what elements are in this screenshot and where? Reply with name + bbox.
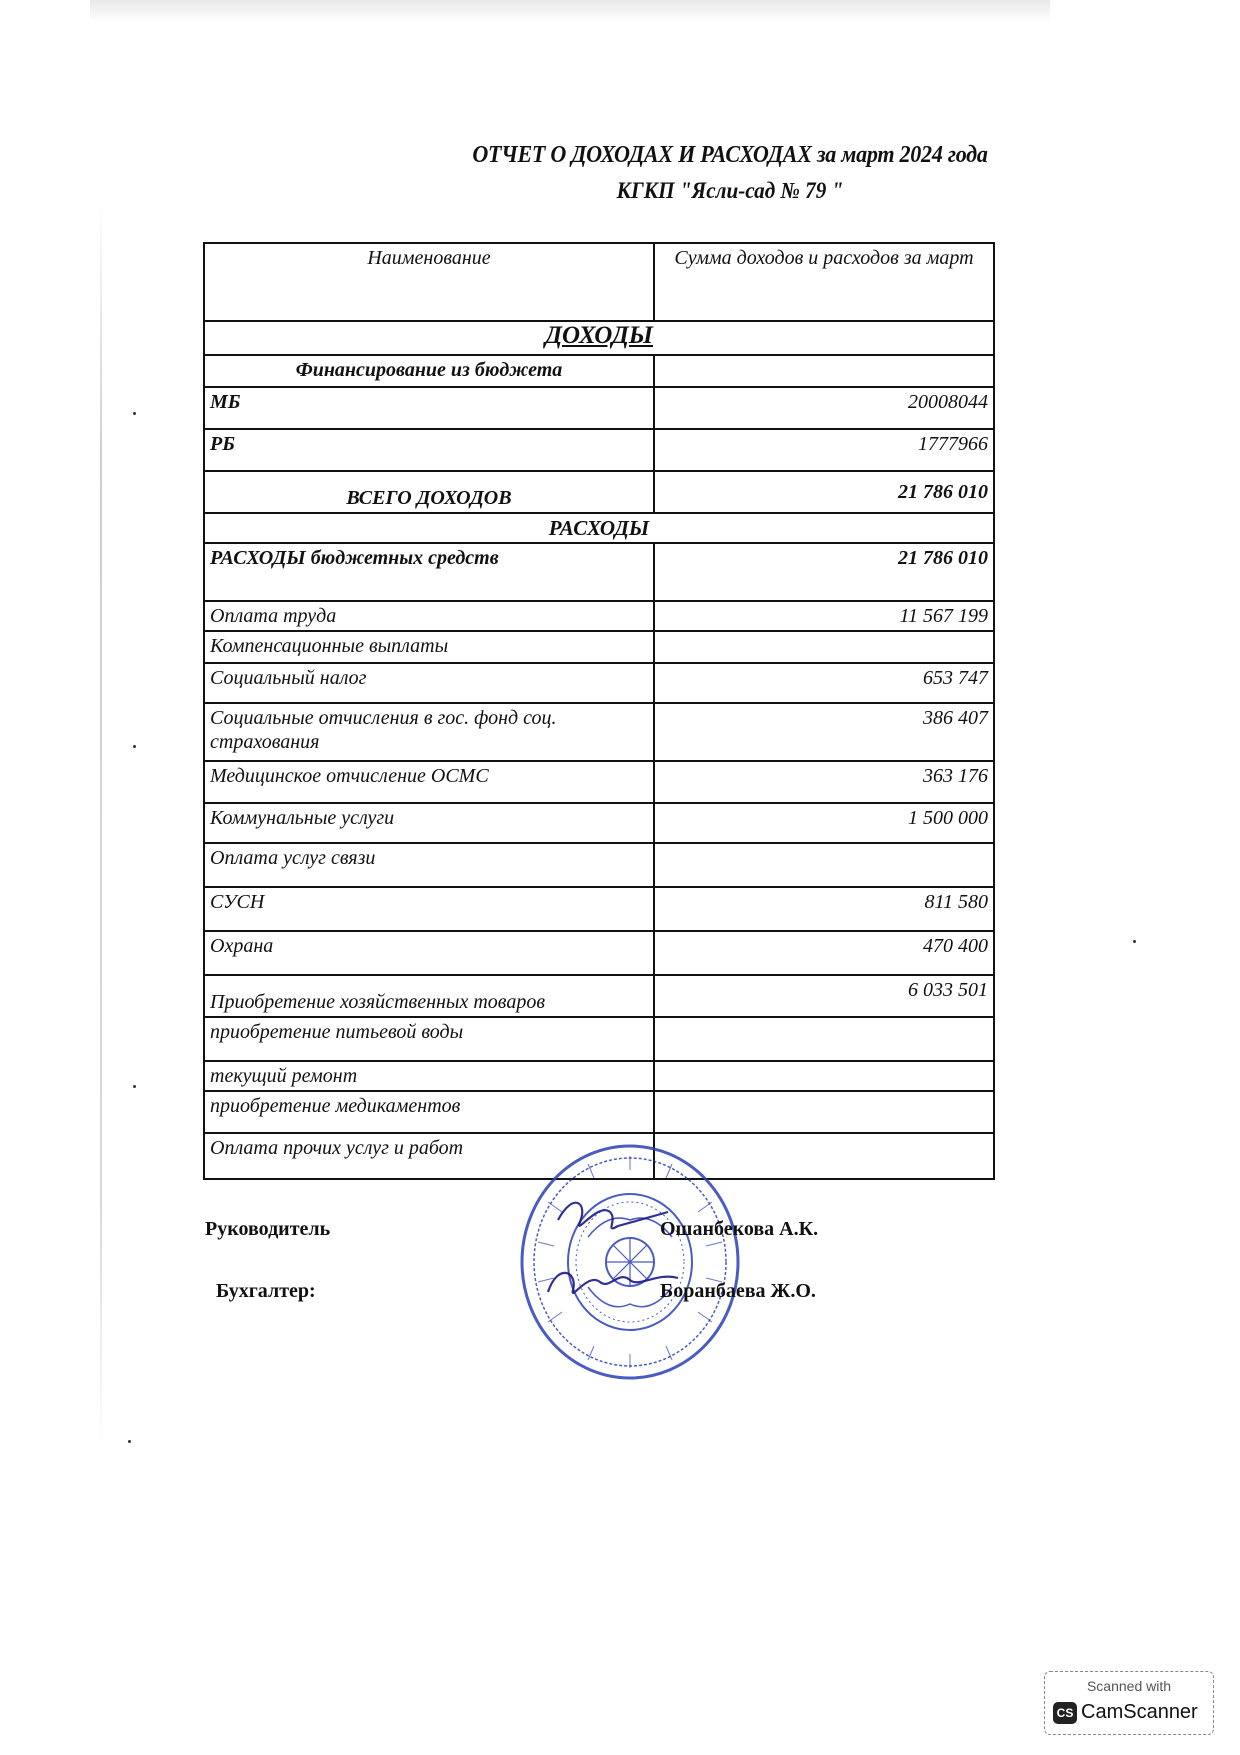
table-row	[204, 975, 994, 1017]
report-subtitle: КГКП "Ясли-сад № 79 "	[616, 178, 844, 203]
scan-dot	[133, 412, 136, 415]
table-row	[204, 887, 994, 931]
scan-artifact-top	[90, 0, 1050, 22]
column-header-sum: Сумма доходов и расходов за март	[654, 243, 994, 321]
table-header-row	[204, 243, 994, 321]
row-label: Приобретение хозяйственных товаров	[204, 975, 654, 1017]
row-label: Оплата труда	[204, 601, 654, 631]
row-value: 11 567 199	[654, 601, 994, 631]
scan-dot	[133, 745, 136, 748]
accountant-label: Бухгалтер:	[216, 1280, 316, 1302]
row-label: Компенсационные выплаты	[204, 631, 654, 663]
table-row	[204, 1061, 994, 1091]
row-label: приобретение питьевой воды	[204, 1017, 654, 1061]
row-label: Социальный налог	[204, 663, 654, 703]
scan-dot	[128, 1440, 131, 1443]
table-row	[204, 631, 994, 663]
column-header-name: Наименование	[204, 243, 654, 321]
row-value: 470 400	[654, 931, 994, 975]
row-value: 20008044	[654, 387, 994, 429]
table-row	[204, 703, 994, 761]
total-income-value: 21 786 010	[654, 471, 994, 513]
scan-dot	[1133, 940, 1136, 943]
row-value: 363 176	[654, 761, 994, 803]
scanned-with-label: Scanned with	[1086, 1678, 1172, 1694]
row-label: МБ	[204, 387, 654, 429]
table-row	[204, 663, 994, 703]
table-row	[204, 931, 994, 975]
official-stamp	[518, 1142, 742, 1382]
row-value	[654, 1091, 994, 1133]
report-table	[203, 242, 995, 1180]
row-label: Социальные отчисления в гос. фонд соц. страхования	[204, 703, 654, 761]
table-row	[204, 761, 994, 803]
scan-artifact-left	[100, 200, 102, 1450]
table-row	[204, 803, 994, 843]
row-label: приобретение медикаментов	[204, 1091, 654, 1133]
row-value: 386 407	[654, 703, 994, 761]
row-value: 1 500 000	[654, 803, 994, 843]
budget-expense-label: РАСХОДЫ бюджетных средств	[204, 543, 654, 601]
row-label: Охрана	[204, 931, 654, 975]
row-value: 811 580	[654, 887, 994, 931]
income-section-title: ДОХОДЫ	[544, 322, 654, 349]
table-row	[204, 1091, 994, 1133]
table-row	[204, 843, 994, 887]
row-label: Коммунальные услуги	[204, 803, 654, 843]
row-label: текущий ремонт	[204, 1061, 654, 1091]
expense-section-title: РАСХОДЫ	[204, 513, 994, 543]
scan-dot	[133, 1085, 136, 1088]
camscanner-badge	[1044, 1671, 1214, 1735]
row-value: 6 033 501	[654, 975, 994, 1017]
camscanner-logo-icon: CS	[1053, 1702, 1077, 1724]
row-label: РБ	[204, 429, 654, 471]
director-label: Руководитель	[205, 1218, 331, 1240]
row-label: Медицинское отчисление ОСМС	[204, 761, 654, 803]
financing-row	[204, 355, 994, 387]
income-section-row	[204, 321, 994, 355]
budget-expense-row	[204, 543, 994, 601]
row-value	[654, 1061, 994, 1091]
row-label: Оплата прочих услуг и работ	[204, 1133, 654, 1179]
total-income-row	[204, 471, 994, 513]
row-label: СУСН	[204, 887, 654, 931]
table-row	[204, 601, 994, 631]
report-title: ОТЧЕТ О ДОХОДАХ И РАСХОДАХ за март 2024 года	[472, 142, 988, 168]
row-value: 653 747	[654, 663, 994, 703]
total-income-label: ВСЕГО ДОХОДОВ	[204, 471, 654, 513]
table-row	[204, 387, 994, 429]
row-value	[654, 1017, 994, 1061]
camscanner-name: CamScanner	[1081, 1701, 1198, 1723]
row-value	[654, 843, 994, 887]
accountant-name: Боранбаева Ж.О.	[660, 1280, 816, 1302]
budget-expense-value: 21 786 010	[654, 543, 994, 601]
row-value: 1777966	[654, 429, 994, 471]
table-row	[204, 1017, 994, 1061]
expense-section-row	[204, 513, 994, 543]
row-value	[654, 631, 994, 663]
row-label: Оплата услуг связи	[204, 843, 654, 887]
financing-label: Финансирование из бюджета	[204, 355, 654, 387]
table-row	[204, 429, 994, 471]
director-name: Ошанбекова А.К.	[660, 1218, 819, 1240]
